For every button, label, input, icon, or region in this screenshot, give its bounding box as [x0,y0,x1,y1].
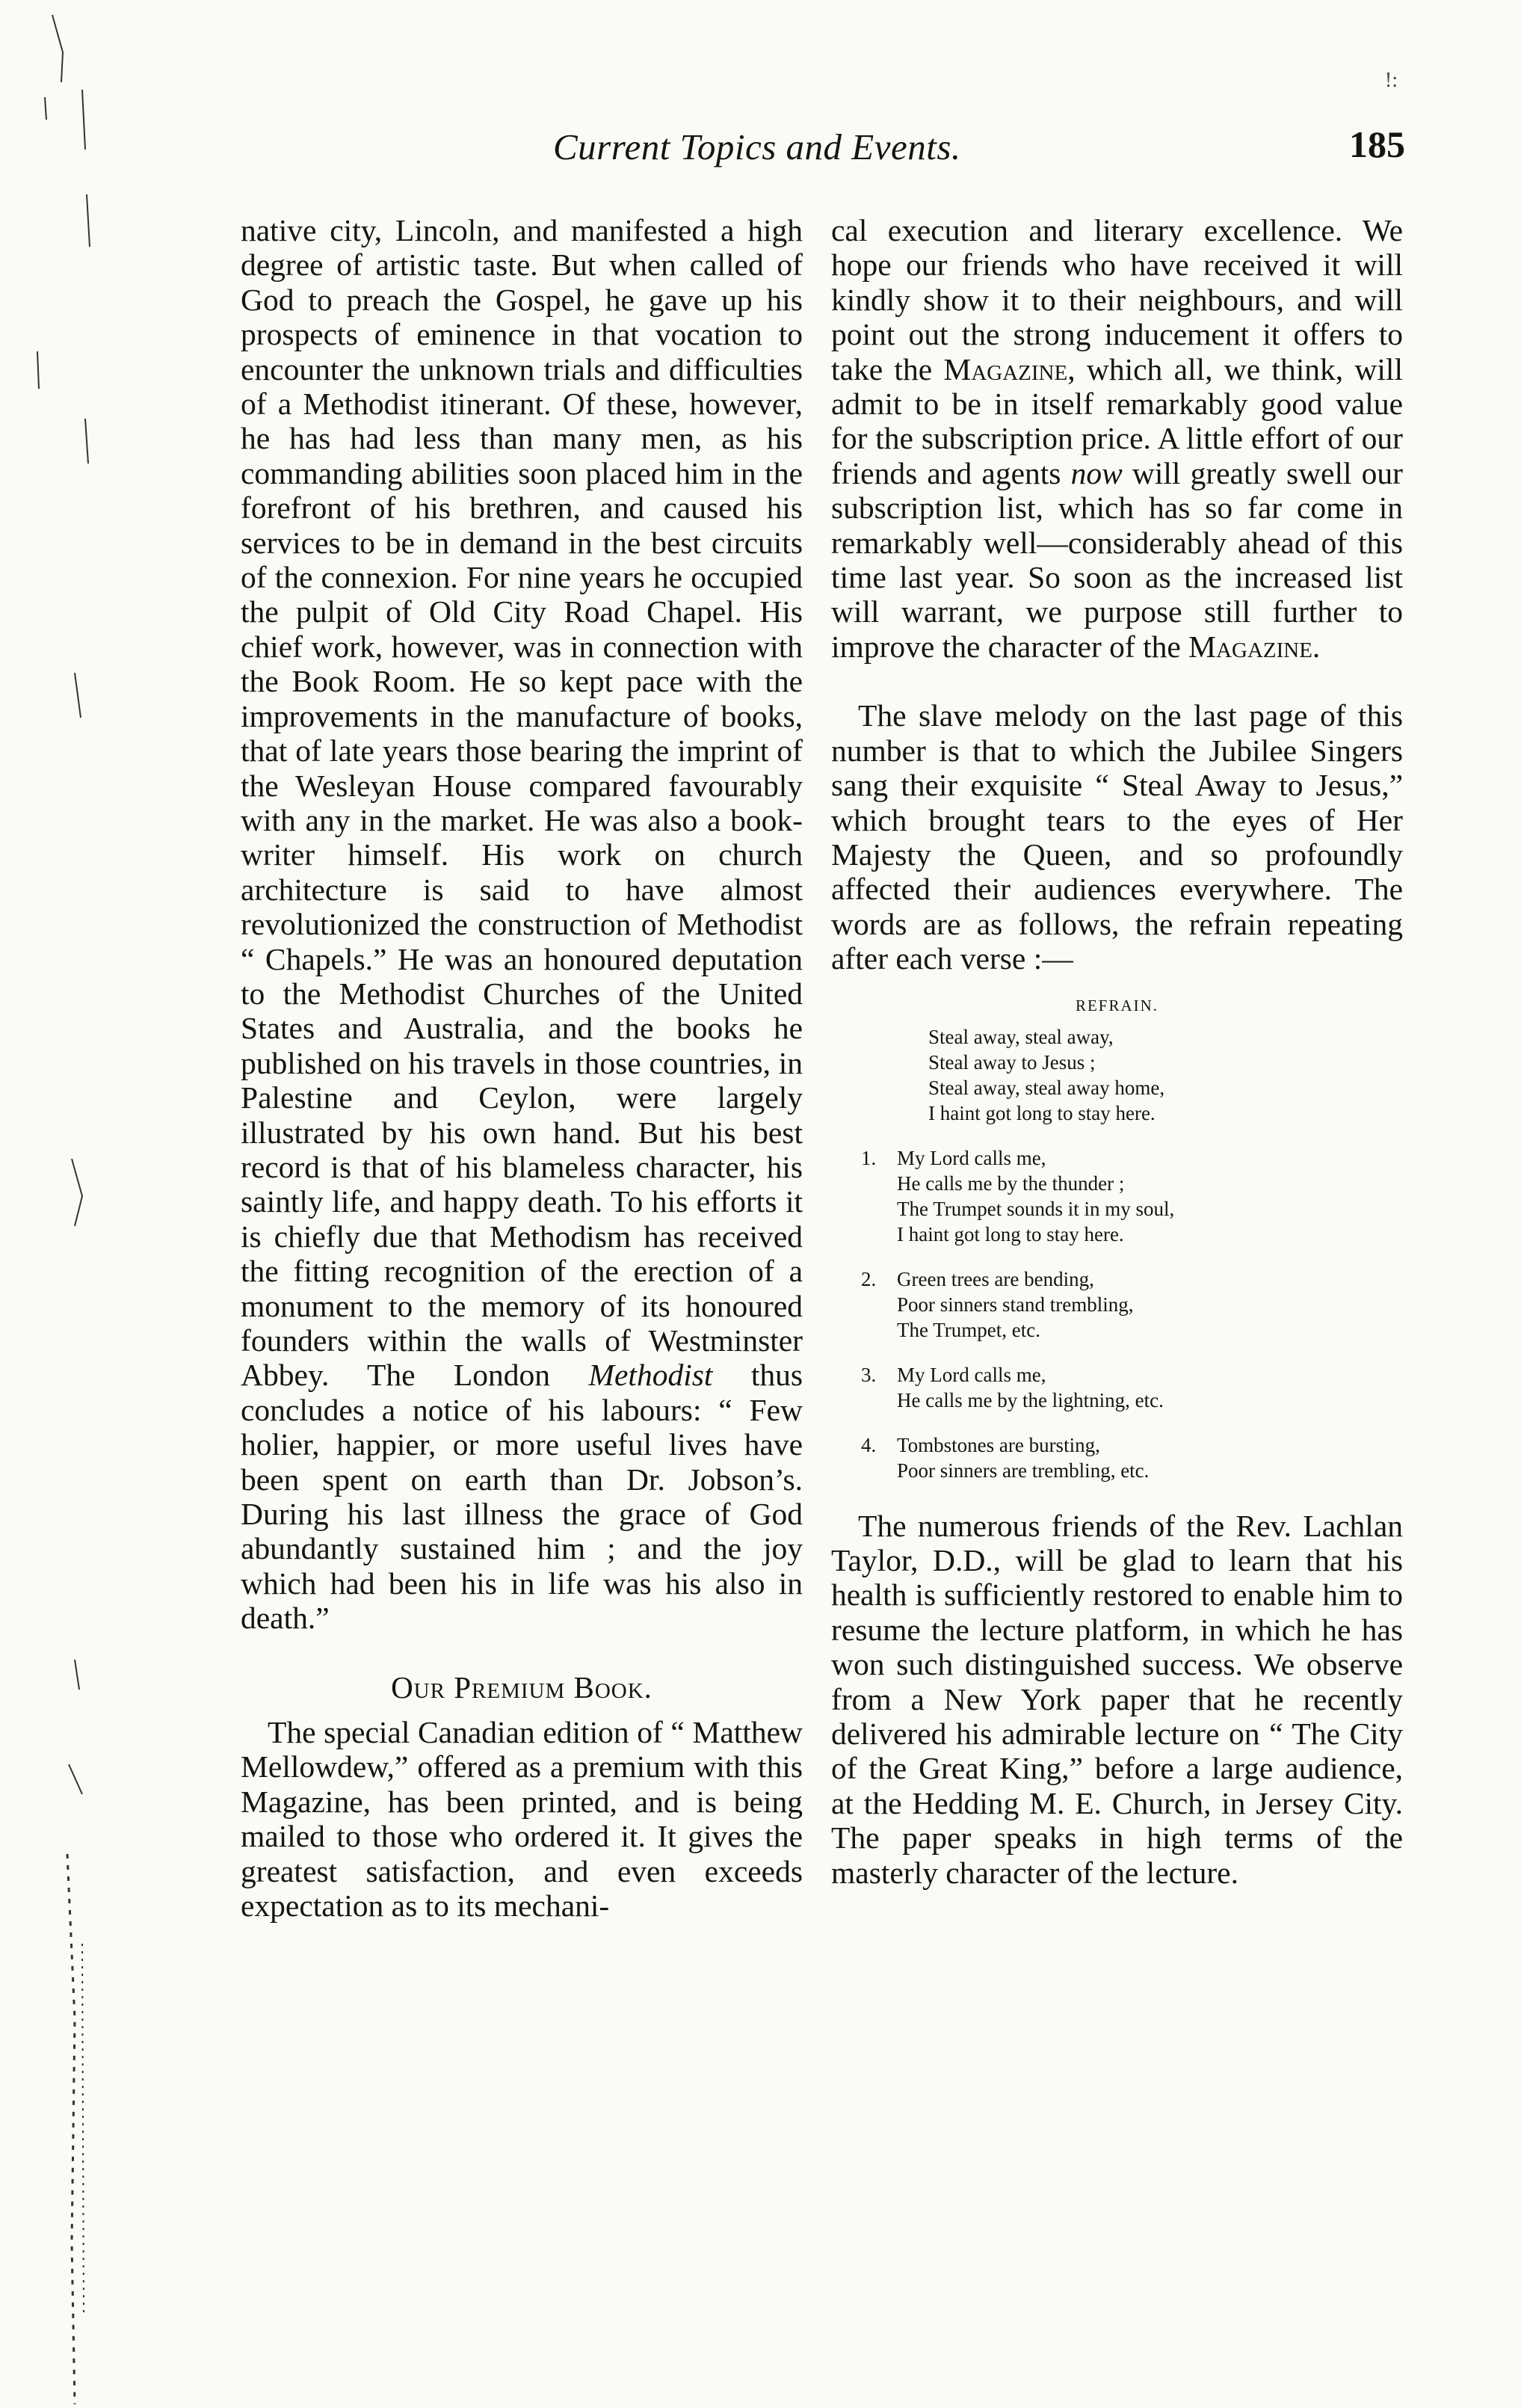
verse-line: Tombstones are bursting, [897,1433,1100,1456]
verse-line: I haint got long to stay here. [897,1222,1124,1245]
verse-line: My Lord calls me, [897,1146,1046,1169]
verse-line: The Trumpet, etc. [897,1318,1040,1341]
verse-number: 2. [861,1267,877,1290]
verse-line: The Trumpet sounds it in my soul, [897,1197,1175,1220]
verse-3 [861,1362,1403,1413]
verse-line: Poor sinners are trembling, etc. [897,1459,1150,1482]
scan-edge-artifact [30,0,112,2404]
verse-number: 4. [861,1433,877,1456]
left-column [241,213,803,1924]
verse-line: Green trees are bending, [897,1267,1094,1290]
refrain-line: I haint got long to stay here. [928,1101,1156,1124]
refrain-line: Steal away to Jesus ; [928,1050,1096,1074]
verse-line: He calls me by the thunder ; [897,1171,1125,1195]
hymn-block [831,993,1403,1483]
right-column [831,213,1403,1890]
corner-mark: !: [1384,69,1398,92]
premium-book-heading: Our Premium Book. [391,1669,652,1705]
refrain-line: Steal away, steal away home, [928,1076,1165,1099]
verse-number: 3. [861,1363,877,1386]
premium-continued-paragraph: cal execution and literary excellence. We hope our friends who have received it will kindly show it to their neighbours, and will point out the strong inducement it offers to take the Magazine, which all, we think, will admit to be in itself remarkably good value for the subscription price. A little effort of our friends and agents now will greatly swell our subscription list, which has so far come in remarkably well—considerably ahead of this time last year. So soon as the increased list will warrant, we purpose still further to improve the character of the Magazine. [831,213,1403,664]
jobson-obituary-paragraph: native city, Lincoln, and manifested a high degree of artistic taste. But when called of God to preach the Gospel, he gave up his prospects of eminence in that vocation to encounter the unknown trials and difficulties of a Methodist itinerant. Of these, however, he has had less than many men, as his commanding abilities soon placed him in the forefront of his brethren, and caused his services to be in demand in the best circuits of the connexion. For nine years he occupied the pulpit of Old City Road Chapel. His chief work, however, was in connection with the Book Room. He so kept pace with the improvements in the manufacture of books, that of late years those bearing the imprint of the Wesleyan House compared favourably with any in the market. He was also a book-writer himself. His work on church architecture is said to have almost revolutionized the construction of Methodist “ Chapels.” He was an honoured deputation to the Methodist Churches of the United States and Australia, and the books he published on his travels in those countries, in Palestine and Ceylon, were largely illustrated by his own hand. But his best record is that of his blameless character, his saintly life, and happy death. To his efforts it is chiefly due that Methodism has received the fitting recognition of the erection of a monument to the memory of its honoured founders within the walls of Westminster Abbey. The London Methodist thus concludes a notice of his labours: “ Few holier, happier, or more useful lives have been spent on earth than Dr. Jobson’s. During his last illness the grace of God abundantly sustained him ; and the joy which had been his in life was his also in death.” [241,213,803,1636]
verse-2 [861,1266,1403,1343]
refrain-lines [928,1024,1403,1126]
refrain-line: Steal away, steal away, [928,1025,1114,1048]
methodist-title: Methodist [588,1358,713,1393]
page-header [239,69,1405,179]
verse-line: Poor sinners stand trembling, [897,1293,1134,1316]
verse-line: He calls me by the lightning, etc. [897,1388,1164,1411]
page-number: 185 [1349,123,1405,165]
slave-melody-paragraph: The slave melody on the last page of this number is that to which the Jubilee Singers sang their exquisite “ Steal Away to Jesus,” which brought tears to the eyes of Her Majesty the Queen, and so profoundly affected their audiences everywhere. The words are as follows, the refrain repeating after each verse :— [831,698,1403,976]
running-head: Current Topics and Events. [553,126,961,167]
premium-book-paragraph: The special Canadian edition of “ Matthew Mellowdew,” offered as a premium with this Magazine, has been printed, and is being mailed to those who ordered it. It gives the greatest satisfaction, and even exceeds expectation as to its mechani- [241,1715,803,1924]
verse-number: 1. [861,1146,877,1169]
refrain-title: REFRAIN. [1075,996,1159,1014]
lachlan-taylor-paragraph: The numerous friends of the Rev. Lachlan Taylor, D.D., will be glad to learn that his health is sufficiently restored to enable him to resume the lecture platform, in which he has won such distinguished success. We observe from a New York paper that he recently delivered his admirable lecture on “ The City of the Great King,” before a large audience, at the Hedding M. E. Church, in Jersey City. The paper speaks in high terms of the masterly character of the lecture. [831,1508,1403,1890]
verse-1 [861,1145,1403,1247]
verse-line: My Lord calls me, [897,1363,1046,1386]
verse-4 [861,1432,1403,1483]
